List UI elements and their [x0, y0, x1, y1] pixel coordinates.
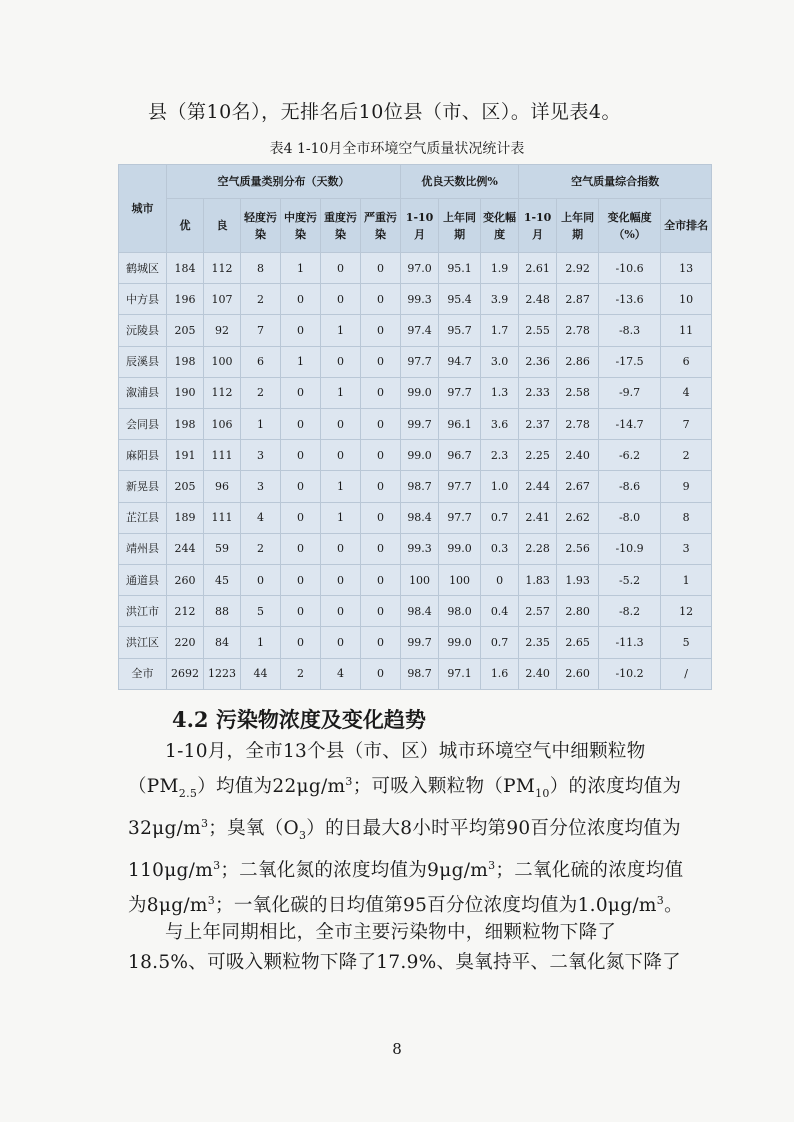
table-cell: 97.7 [401, 346, 439, 377]
table-cell: 2 [661, 440, 712, 471]
table-cell: 0 [361, 596, 401, 627]
table-cell: 2.57 [519, 596, 557, 627]
table-cell: 1223 [204, 658, 241, 689]
table-cell: 98.0 [439, 596, 481, 627]
table-cell: 0 [361, 502, 401, 533]
table-row [119, 502, 712, 533]
table-cell: 1 [321, 315, 361, 346]
table-cell: 96 [204, 471, 241, 502]
header-col: 轻度污染 [241, 199, 281, 253]
table-cell: 2.40 [519, 658, 557, 689]
table-cell: 0.3 [481, 533, 519, 564]
table-cell: 59 [204, 533, 241, 564]
intro-line: 县（第10名），无排名后10位县（市、区）。详见表4。 [148, 101, 621, 123]
page-number: 8 [392, 1040, 402, 1058]
header-col: 1-10月 [519, 199, 557, 253]
table-cell: 97.7 [439, 377, 481, 408]
table-cell: 2.87 [557, 284, 599, 315]
table-row [119, 565, 712, 596]
table-cell: 8 [241, 253, 281, 284]
table-cell: 2.35 [519, 627, 557, 658]
table-cell: 97.4 [401, 315, 439, 346]
table-cell: 0 [361, 658, 401, 689]
table-row [119, 596, 712, 627]
table-cell: 98.4 [401, 596, 439, 627]
table-cell: 1.83 [519, 565, 557, 596]
table-cell: 0 [281, 471, 321, 502]
table-cell: 0 [321, 440, 361, 471]
header-col: 重度污染 [321, 199, 361, 253]
table-cell: 196 [167, 284, 204, 315]
table-row [119, 253, 712, 284]
city-name-cell: 中方县 [119, 284, 167, 315]
table-row [119, 440, 712, 471]
table-cell: 0 [321, 253, 361, 284]
header-col: 变化幅度（%） [599, 199, 661, 253]
table-cell: 45 [204, 565, 241, 596]
header-group-ratio: 优良天数比例% [401, 165, 519, 199]
table-cell: 2.37 [519, 409, 557, 440]
city-name-cell: 全市 [119, 658, 167, 689]
table-cell: 0 [321, 627, 361, 658]
table-cell: 99.7 [401, 627, 439, 658]
table-cell: 12 [661, 596, 712, 627]
header-col: 上年同期 [557, 199, 599, 253]
table-cell: 0 [321, 346, 361, 377]
city-name-cell: 靖州县 [119, 533, 167, 564]
table-cell: 0 [361, 315, 401, 346]
table-cell: 0 [321, 284, 361, 315]
table-cell: -10.2 [599, 658, 661, 689]
table-row [119, 409, 712, 440]
table-cell: 2.3 [481, 440, 519, 471]
table-cell: 100 [439, 565, 481, 596]
table-cell: 2.65 [557, 627, 599, 658]
table-row [119, 627, 712, 658]
table-cell: 260 [167, 565, 204, 596]
table-cell: 6 [661, 346, 712, 377]
table-cell: 0 [361, 377, 401, 408]
table-cell: 96.7 [439, 440, 481, 471]
table-cell: 3 [241, 440, 281, 471]
table-cell: 0 [281, 377, 321, 408]
table-cell: 112 [204, 253, 241, 284]
table-cell: 0 [281, 502, 321, 533]
city-name-cell: 沅陵县 [119, 315, 167, 346]
table-cell: 5 [661, 627, 712, 658]
table-cell: 1 [321, 377, 361, 408]
city-name-cell: 洪江区 [119, 627, 167, 658]
table-cell: 190 [167, 377, 204, 408]
table-cell: 2 [241, 377, 281, 408]
table-cell: 244 [167, 533, 204, 564]
table-cell: 0 [361, 346, 401, 377]
header-col: 良 [204, 199, 241, 253]
table-cell: 0 [281, 565, 321, 596]
city-name-cell: 溆浦县 [119, 377, 167, 408]
section-heading: 4.2 污染物浓度及变化趋势 [172, 707, 426, 732]
table-cell: 98.4 [401, 502, 439, 533]
table-cell: 191 [167, 440, 204, 471]
table-cell: 97.7 [439, 471, 481, 502]
table-cell: 3.6 [481, 409, 519, 440]
table-cell: 0 [361, 253, 401, 284]
table-row [119, 377, 712, 408]
table-cell: 2.40 [557, 440, 599, 471]
table-cell: 4 [241, 502, 281, 533]
table-cell: 0 [361, 565, 401, 596]
table-cell: 2.80 [557, 596, 599, 627]
table-cell: 2.60 [557, 658, 599, 689]
city-name-cell: 会同县 [119, 409, 167, 440]
table-row [119, 471, 712, 502]
table-cell: 99.3 [401, 533, 439, 564]
table-cell: 189 [167, 502, 204, 533]
table-cell: 0 [281, 315, 321, 346]
table-cell: 99.3 [401, 284, 439, 315]
table-cell: 95.7 [439, 315, 481, 346]
table-row [119, 658, 712, 689]
table-cell: 84 [204, 627, 241, 658]
city-name-cell: 芷江县 [119, 502, 167, 533]
table-cell: 9 [661, 471, 712, 502]
table-cell: 2.33 [519, 377, 557, 408]
table-cell: -14.7 [599, 409, 661, 440]
table-row [119, 315, 712, 346]
table-cell: 198 [167, 346, 204, 377]
header-col: 全市排名 [661, 199, 712, 253]
table-cell: 2.56 [557, 533, 599, 564]
table-cell: 112 [204, 377, 241, 408]
header-city: 城市 [119, 165, 167, 253]
table-cell: 184 [167, 253, 204, 284]
table-cell: 100 [401, 565, 439, 596]
table-cell: 2.25 [519, 440, 557, 471]
table-cell: 2 [241, 284, 281, 315]
table-cell: 1.3 [481, 377, 519, 408]
table-cell: 1 [281, 253, 321, 284]
table-cell: 205 [167, 315, 204, 346]
table-cell: 0 [321, 409, 361, 440]
city-name-cell: 辰溪县 [119, 346, 167, 377]
table-cell: -8.2 [599, 596, 661, 627]
table-cell: 0.7 [481, 627, 519, 658]
table-cell: 96.1 [439, 409, 481, 440]
table-cell: 198 [167, 409, 204, 440]
table-cell: 44 [241, 658, 281, 689]
header-col: 严重污染 [361, 199, 401, 253]
paragraph-year-comparison: 与上年同期相比，全市主要污染物中，细颗粒物下降了18.5%、可吸入颗粒物下降了17.9%、臭氧持平、二氧化氮下降了 [128, 922, 681, 973]
table-cell: 2.44 [519, 471, 557, 502]
table-cell: 2.78 [557, 409, 599, 440]
table-cell: 98.7 [401, 658, 439, 689]
table-cell: 2.78 [557, 315, 599, 346]
table-cell: 99.0 [401, 440, 439, 471]
table-cell: 106 [204, 409, 241, 440]
table-cell: 0 [321, 533, 361, 564]
table-cell: 2.61 [519, 253, 557, 284]
table-cell: -8.3 [599, 315, 661, 346]
header-group-index: 空气质量综合指数 [519, 165, 712, 199]
table-cell: 13 [661, 253, 712, 284]
table-cell: 8 [661, 502, 712, 533]
table-cell: 2.58 [557, 377, 599, 408]
table-cell: 2 [241, 533, 281, 564]
header-col: 变化幅度 [481, 199, 519, 253]
table-caption: 表4 1-10月全市环境空气质量状况统计表 [269, 141, 525, 157]
table-cell: 205 [167, 471, 204, 502]
table-cell: 1.93 [557, 565, 599, 596]
table-cell: 2.41 [519, 502, 557, 533]
table-cell: 4 [661, 377, 712, 408]
table-cell: 1 [241, 627, 281, 658]
table-cell: 1.0 [481, 471, 519, 502]
table-cell: 3 [661, 533, 712, 564]
table-cell: 111 [204, 440, 241, 471]
city-name-cell: 通道县 [119, 565, 167, 596]
table-row [119, 346, 712, 377]
table-cell: 0 [281, 627, 321, 658]
table-cell: 99.0 [439, 533, 481, 564]
table-cell: 0 [361, 284, 401, 315]
header-col: 1-10月 [401, 199, 439, 253]
table-cell: 0 [361, 440, 401, 471]
table-cell: 99.0 [401, 377, 439, 408]
table-cell: 97.1 [439, 658, 481, 689]
table-cell: 10 [661, 284, 712, 315]
table-cell: 2.62 [557, 502, 599, 533]
table-cell: 88 [204, 596, 241, 627]
table-cell: 1 [321, 502, 361, 533]
table-cell: 1 [321, 471, 361, 502]
table-cell: -13.6 [599, 284, 661, 315]
table-cell: -17.5 [599, 346, 661, 377]
table-cell: 11 [661, 315, 712, 346]
table-cell: 3.9 [481, 284, 519, 315]
table-cell: 2.28 [519, 533, 557, 564]
table-cell: 2.55 [519, 315, 557, 346]
table-cell: 0 [241, 565, 281, 596]
table-cell: 7 [241, 315, 281, 346]
table-cell: -11.3 [599, 627, 661, 658]
table-cell: -9.7 [599, 377, 661, 408]
table-cell: 0 [321, 596, 361, 627]
header-col: 优 [167, 199, 204, 253]
table-cell: 0.7 [481, 502, 519, 533]
table-cell: 94.7 [439, 346, 481, 377]
table-cell: 0 [481, 565, 519, 596]
city-name-cell: 麻阳县 [119, 440, 167, 471]
header-group-category: 空气质量类别分布（天数） [167, 165, 401, 199]
table-cell: 1.6 [481, 658, 519, 689]
table-cell: 0.4 [481, 596, 519, 627]
table-cell: 0 [281, 533, 321, 564]
city-name-cell: 新晃县 [119, 471, 167, 502]
table-cell: 2.36 [519, 346, 557, 377]
table-cell: 1 [241, 409, 281, 440]
table-cell: -10.9 [599, 533, 661, 564]
table-cell: -8.0 [599, 502, 661, 533]
table-cell: 1 [661, 565, 712, 596]
table-cell: 7 [661, 409, 712, 440]
table-cell: 0 [321, 565, 361, 596]
table-cell: 0 [281, 409, 321, 440]
table-cell: 2.48 [519, 284, 557, 315]
table-cell: 0 [281, 596, 321, 627]
table-cell: 3 [241, 471, 281, 502]
table-cell: 1.9 [481, 253, 519, 284]
table-cell: 0 [281, 440, 321, 471]
paragraph-pollutant-concentration: 1-10月，全市13个县（市、区）城市环境空气中细颗粒物$(PM_{2.5})$均值为$22\mu g/m^3$；可吸入颗粒物$(PM_{10})$的浓度均值为$32\mu g/m^3$；臭氧$(O_3)$的日最大8小时平均第90百分位浓度均值为$110\mu g/m^3$；二氧化氮的浓度均值为$9\mu g/m^3$；二氧化硫的浓度均值为$8\mu g/m^3$；一氧化碳的日均值第95百分位浓度均值为$1.0\mu g/m^3$。 [128, 741, 684, 916]
table-cell: / [661, 658, 712, 689]
table-cell: 2 [281, 658, 321, 689]
table-row [119, 533, 712, 564]
table-cell: 2.86 [557, 346, 599, 377]
table-cell: 97.7 [439, 502, 481, 533]
city-name-cell: 洪江市 [119, 596, 167, 627]
table-cell: 111 [204, 502, 241, 533]
table-cell: 99.7 [401, 409, 439, 440]
table-cell: 0 [361, 409, 401, 440]
table-cell: -8.6 [599, 471, 661, 502]
table-cell: 0 [361, 627, 401, 658]
header-col: 中度污染 [281, 199, 321, 253]
table-cell: 99.0 [439, 627, 481, 658]
city-name-cell: 鹤城区 [119, 253, 167, 284]
table-cell: 95.1 [439, 253, 481, 284]
table-cell: 97.0 [401, 253, 439, 284]
table-cell: 3.0 [481, 346, 519, 377]
table-cell: 212 [167, 596, 204, 627]
table-cell: 98.7 [401, 471, 439, 502]
table-cell: 107 [204, 284, 241, 315]
header-col: 上年同期 [439, 199, 481, 253]
table-cell: 1.7 [481, 315, 519, 346]
table-cell: 220 [167, 627, 204, 658]
table-cell: 2692 [167, 658, 204, 689]
table-cell: 0 [361, 471, 401, 502]
table-cell: -6.2 [599, 440, 661, 471]
table-cell: 2.92 [557, 253, 599, 284]
table-row [119, 284, 712, 315]
table-cell: 92 [204, 315, 241, 346]
table-cell: 0 [281, 284, 321, 315]
air-quality-table [118, 164, 711, 690]
table-cell: 0 [361, 533, 401, 564]
table-cell: 5 [241, 596, 281, 627]
table-cell: 6 [241, 346, 281, 377]
table-cell: 100 [204, 346, 241, 377]
table-cell: -10.6 [599, 253, 661, 284]
table-cell: 2.67 [557, 471, 599, 502]
table-cell: -5.2 [599, 565, 661, 596]
table-cell: 95.4 [439, 284, 481, 315]
table-cell: 4 [321, 658, 361, 689]
table-cell: 1 [281, 346, 321, 377]
